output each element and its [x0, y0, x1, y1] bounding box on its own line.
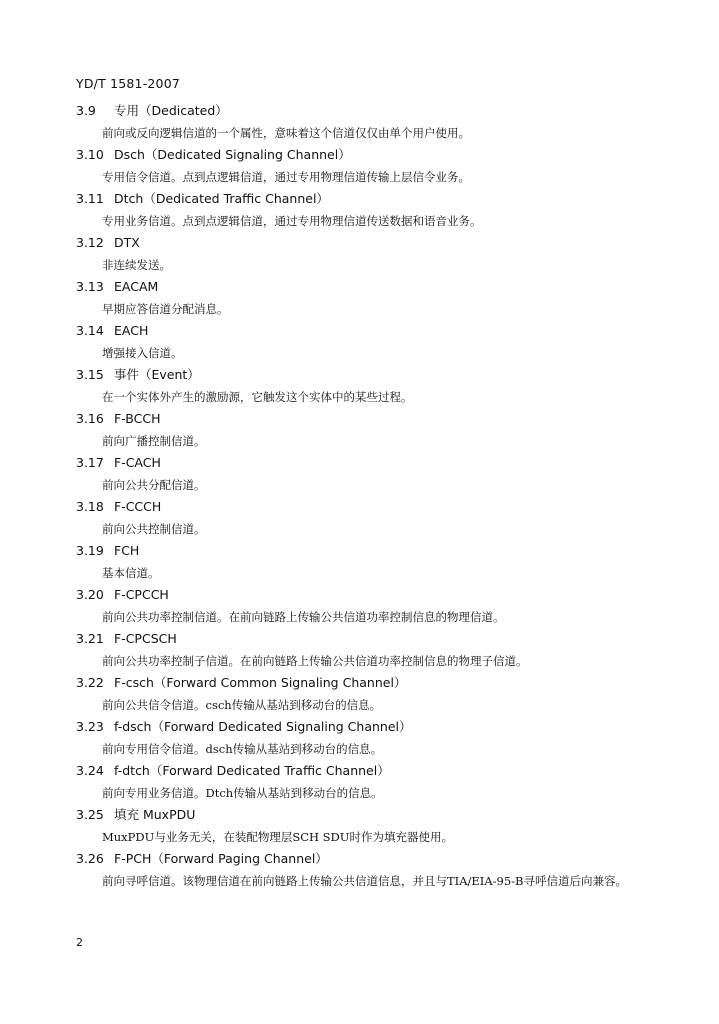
term-name: 填充 MuxPDU — [114, 807, 196, 822]
term-name: 事件（Event） — [114, 367, 200, 382]
term-line — [76, 540, 676, 562]
term-entry — [76, 188, 676, 232]
term-definition: 增强接入信道。 — [102, 346, 183, 360]
term-entry — [76, 320, 676, 364]
term-number: 3.20 — [76, 587, 104, 602]
term-entry — [76, 672, 676, 716]
term-name: F-CCCH — [114, 499, 162, 514]
term-line — [76, 672, 676, 694]
term-name: F-CPCSCH — [114, 631, 177, 646]
term-definition: 前向公共控制信道。 — [102, 522, 206, 536]
term-line — [76, 496, 676, 518]
term-definition: 前向专用信令信道。dsch传输从基站到移动台的信息。 — [102, 742, 383, 756]
term-name: DTX — [114, 235, 140, 250]
term-definition: 专用业务信道。点到点逻辑信道，通过专用物理信道传送数据和语音业务。 — [102, 214, 482, 228]
term-definition: 前向或反向逻辑信道的一个属性，意味着这个信道仅仅由单个用户使用。 — [102, 126, 470, 140]
term-definition: MuxPDU与业务无关，在装配物理层SCH SDU时作为填充器使用。 — [102, 830, 453, 844]
term-entry — [76, 100, 676, 144]
term-name: F-CACH — [114, 455, 161, 470]
term-line — [76, 232, 676, 254]
term-definition: 在一个实体外产生的激励源，它触发这个实体中的某些过程。 — [102, 390, 413, 404]
term-name: F-CPCCH — [114, 587, 169, 602]
term-entry — [76, 804, 676, 848]
term-definition: 前向寻呼信道。该物理信道在前向链路上传输公共信道信息，并且与TIA/EIA-95-B寻呼信道后向兼容。 — [102, 874, 627, 888]
term-entry — [76, 452, 676, 496]
term-entry — [76, 716, 676, 760]
term-name: EACH — [114, 323, 149, 338]
term-line — [76, 716, 676, 738]
term-number: 3.11 — [76, 191, 104, 206]
term-number: 3.16 — [76, 411, 104, 426]
term-entry — [76, 276, 676, 320]
term-line — [76, 452, 676, 474]
term-name: EACAM — [114, 279, 159, 294]
term-name: Dtch（Dedicated Traffic Channel） — [114, 191, 329, 206]
term-number: 3.21 — [76, 631, 104, 646]
term-definition: 前向专用业务信道。Dtch传输从基站到移动台的信息。 — [102, 786, 383, 800]
term-number: 3.26 — [76, 851, 104, 866]
term-number: 3.17 — [76, 455, 104, 470]
term-number: 3.25 — [76, 807, 104, 822]
term-line — [76, 144, 676, 166]
term-definition: 前向公共信令信道。csch传输从基站到移动台的信息。 — [102, 698, 382, 712]
term-number: 3.19 — [76, 543, 104, 558]
term-entry — [76, 144, 676, 188]
term-entry — [76, 540, 676, 584]
term-definition: 非连续发送。 — [102, 258, 171, 272]
page-number: 2 — [76, 936, 83, 949]
term-entry — [76, 232, 676, 276]
term-number: 3.24 — [76, 763, 104, 778]
term-entry — [76, 496, 676, 540]
term-number: 3.22 — [76, 675, 104, 690]
term-line — [76, 320, 676, 342]
term-number: 3.15 — [76, 367, 104, 382]
term-definition: 早期应答信道分配消息。 — [102, 302, 229, 316]
term-entry — [76, 584, 676, 628]
term-definition: 基本信道。 — [102, 566, 160, 580]
term-name: Dsch（Dedicated Signaling Channel） — [114, 147, 351, 162]
term-number: 3.10 — [76, 147, 104, 162]
term-name: f-dtch（Forward Dedicated Traffic Channel） — [114, 763, 390, 778]
term-number: 3.12 — [76, 235, 104, 250]
term-number: 3.13 — [76, 279, 104, 294]
term-definition: 前向广播控制信道。 — [102, 434, 206, 448]
term-line — [76, 760, 676, 782]
term-entry — [76, 628, 676, 672]
term-name: FCH — [114, 543, 140, 558]
term-line — [76, 276, 676, 298]
term-definition: 前向公共功率控制子信道。在前向链路上传输公共信道功率控制信息的物理子信道。 — [102, 654, 528, 668]
term-entry — [76, 408, 676, 452]
term-line — [76, 628, 676, 650]
term-definition: 专用信令信道。点到点逻辑信道，通过专用物理信道传输上层信令业务。 — [102, 170, 470, 184]
term-entry — [76, 364, 676, 408]
term-line — [76, 364, 676, 386]
term-definition: 前向公共分配信道。 — [102, 478, 206, 492]
term-definition: 前向公共功率控制信道。在前向链路上传输公共信道功率控制信息的物理信道。 — [102, 610, 505, 624]
term-name: F-PCH（Forward Paging Channel） — [114, 851, 328, 866]
term-name: f-dsch（Forward Dedicated Signaling Channel） — [114, 719, 412, 734]
term-line — [76, 100, 676, 122]
term-name: 专用（Dedicated） — [114, 103, 228, 118]
term-number: 3.18 — [76, 499, 104, 514]
term-line — [76, 848, 676, 870]
term-number: 3.23 — [76, 719, 104, 734]
document-id-header: YD/T 1581-2007 — [76, 76, 181, 91]
term-line — [76, 804, 676, 826]
term-definition-list — [76, 100, 676, 892]
term-number: 3.14 — [76, 323, 104, 338]
term-number: 3.9 — [76, 103, 96, 118]
term-name: F-BCCH — [114, 411, 161, 426]
term-name: F-csch（Forward Common Signaling Channel） — [114, 675, 407, 690]
term-line — [76, 188, 676, 210]
term-entry — [76, 760, 676, 804]
term-entry — [76, 848, 676, 892]
term-line — [76, 408, 676, 430]
term-line — [76, 584, 676, 606]
